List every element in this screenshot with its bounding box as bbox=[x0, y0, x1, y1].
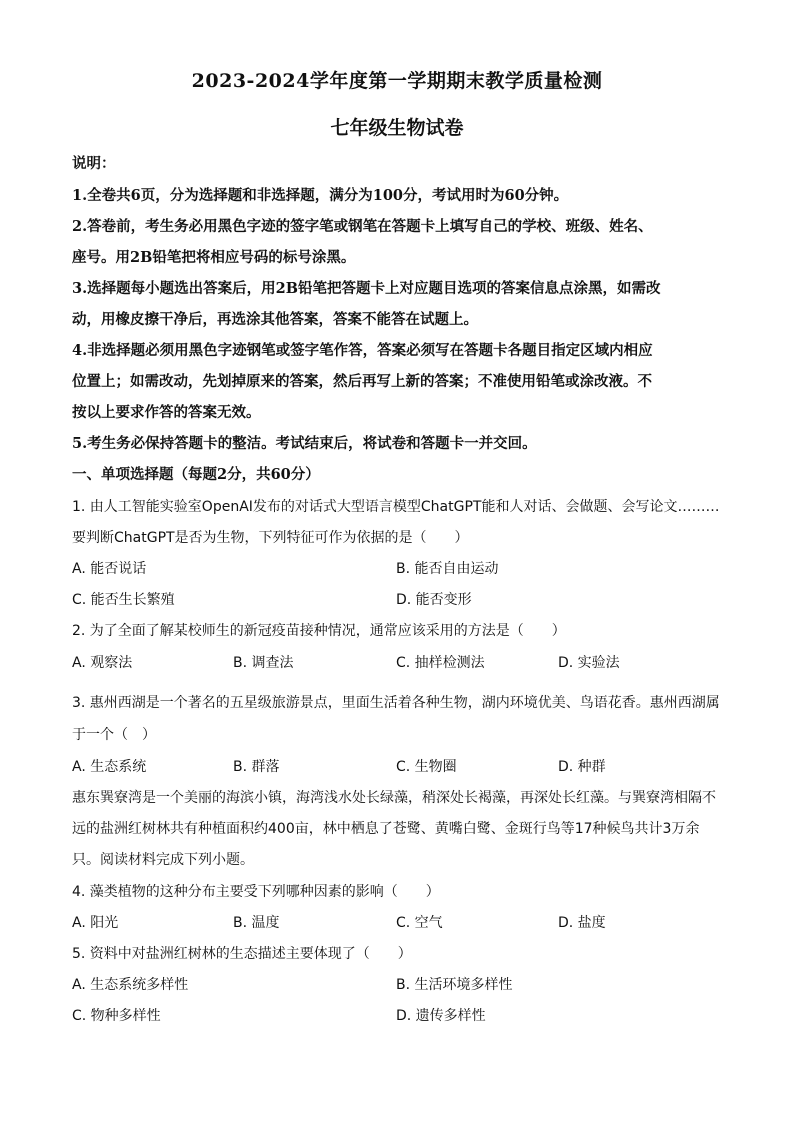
instruction-line: 2.答卷前，考生务必用黑色字迹的签字笔或钢笔在答题卡上填写自己的学校、班级、姓名、 bbox=[72, 218, 653, 235]
question-1-stem: 1. 由人工智能实验室OpenAI发布的对话式大型语言模型ChatGPT能和人对话、会做题、会写论文……… bbox=[72, 499, 720, 515]
instruction-line: 5.考生务必保持答题卡的整洁。考试结束后，将试卷和答题卡一并交回。 bbox=[72, 435, 537, 452]
instructions-heading: 说明： bbox=[72, 155, 116, 172]
question-1-stem: 要判断ChatGPT是否为生物，下列特征可作为依据的是（ ） bbox=[72, 530, 469, 546]
question-1-option-c: C. 能否生长繁殖 bbox=[72, 592, 175, 608]
question-2-option-b: B. 调查法 bbox=[233, 655, 294, 671]
question-1-option-a: A. 能否说话 bbox=[72, 561, 147, 577]
question-4-option-a: A. 阳光 bbox=[72, 915, 119, 931]
reading-passage: 惠东巽寮湾是一个美丽的海滨小镇，海湾浅水处长绿藻，稍深处长褐藻，再深处长红藻。与巽寮湾相隔不 bbox=[72, 790, 716, 806]
exam-subtitle: 七年级生物试卷 bbox=[330, 117, 464, 139]
question-3-option-d: D. 种群 bbox=[558, 759, 606, 775]
question-2-option-d: D. 实验法 bbox=[558, 655, 620, 671]
question-3-stem: 3. 惠州西湖是一个著名的五星级旅游景点，里面生活着各种生物，湖内环境优美、鸟语花香。惠州西湖属 bbox=[72, 695, 720, 711]
instruction-line: 动，用橡皮擦干净后，再选涂其他答案，答案不能答在试题上。 bbox=[72, 311, 478, 328]
question-3-stem: 于一个（ ） bbox=[72, 727, 156, 743]
question-3-option-a: A. 生态系统 bbox=[72, 759, 147, 775]
instruction-line: 位置上；如需改动，先划掉原来的答案，然后再写上新的答案；不准使用铅笔或涂改液。不 bbox=[72, 373, 652, 390]
exam-title: 2023-2024学年度第一学期期末教学质量检测 bbox=[191, 70, 603, 92]
question-1-option-d: D. 能否变形 bbox=[396, 592, 472, 608]
instruction-line: 4.非选择题必须用黑色字迹钢笔或签字笔作答，答案必须写在答题卡各题目指定区域内相应 bbox=[72, 342, 653, 359]
instruction-line: 按以上要求作答的答案无效。 bbox=[72, 404, 261, 421]
reading-passage: 远的盐洲红树林共有种植面积约400亩，林中栖息了苍鹭、黄嘴白鹭、金斑行鸟等17种候鸟共计3万余 bbox=[72, 821, 700, 837]
question-5-option-c: C. 物种多样性 bbox=[72, 1008, 161, 1024]
question-5-option-d: D. 遗传多样性 bbox=[396, 1008, 486, 1024]
question-2-option-c: C. 抽样检测法 bbox=[396, 655, 485, 671]
reading-passage: 只。阅读材料完成下列小题。 bbox=[72, 852, 254, 868]
question-5-option-a: A. 生态系统多样性 bbox=[72, 977, 189, 993]
instruction-line: 3.选择题每小题选出答案后，用2B铅笔把答题卡上对应题目选项的答案信息点涂黑，如需改 bbox=[72, 280, 661, 297]
question-4-option-d: D. 盐度 bbox=[558, 915, 606, 931]
question-2-option-a: A. 观察法 bbox=[72, 655, 133, 671]
question-1-option-b: B. 能否自由运动 bbox=[396, 561, 499, 577]
question-5-option-b: B. 生活环境多样性 bbox=[396, 977, 513, 993]
question-4-option-c: C. 空气 bbox=[396, 915, 443, 931]
question-2-stem: 2. 为了全面了解某校师生的新冠疫苗接种情况，通常应该采用的方法是（ ） bbox=[72, 623, 566, 639]
question-4-stem: 4. 藻类植物的这种分布主要受下列哪种因素的影响（ ） bbox=[72, 884, 440, 900]
instruction-line: 1.全卷共6页，分为选择题和非选择题，满分为100分，考试用时为60分钟。 bbox=[72, 187, 569, 204]
question-5-stem: 5. 资料中对盐洲红树林的生态描述主要体现了（ ） bbox=[72, 946, 412, 962]
instruction-line: 座号。用2B铅笔把将相应号码的标号涂黑。 bbox=[72, 249, 356, 266]
question-3-option-b: B. 群落 bbox=[233, 759, 280, 775]
question-4-option-b: B. 温度 bbox=[233, 915, 280, 931]
section-heading: 一、单项选择题（每题2分，共60分） bbox=[72, 466, 320, 483]
question-3-option-c: C. 生物圈 bbox=[396, 759, 457, 775]
